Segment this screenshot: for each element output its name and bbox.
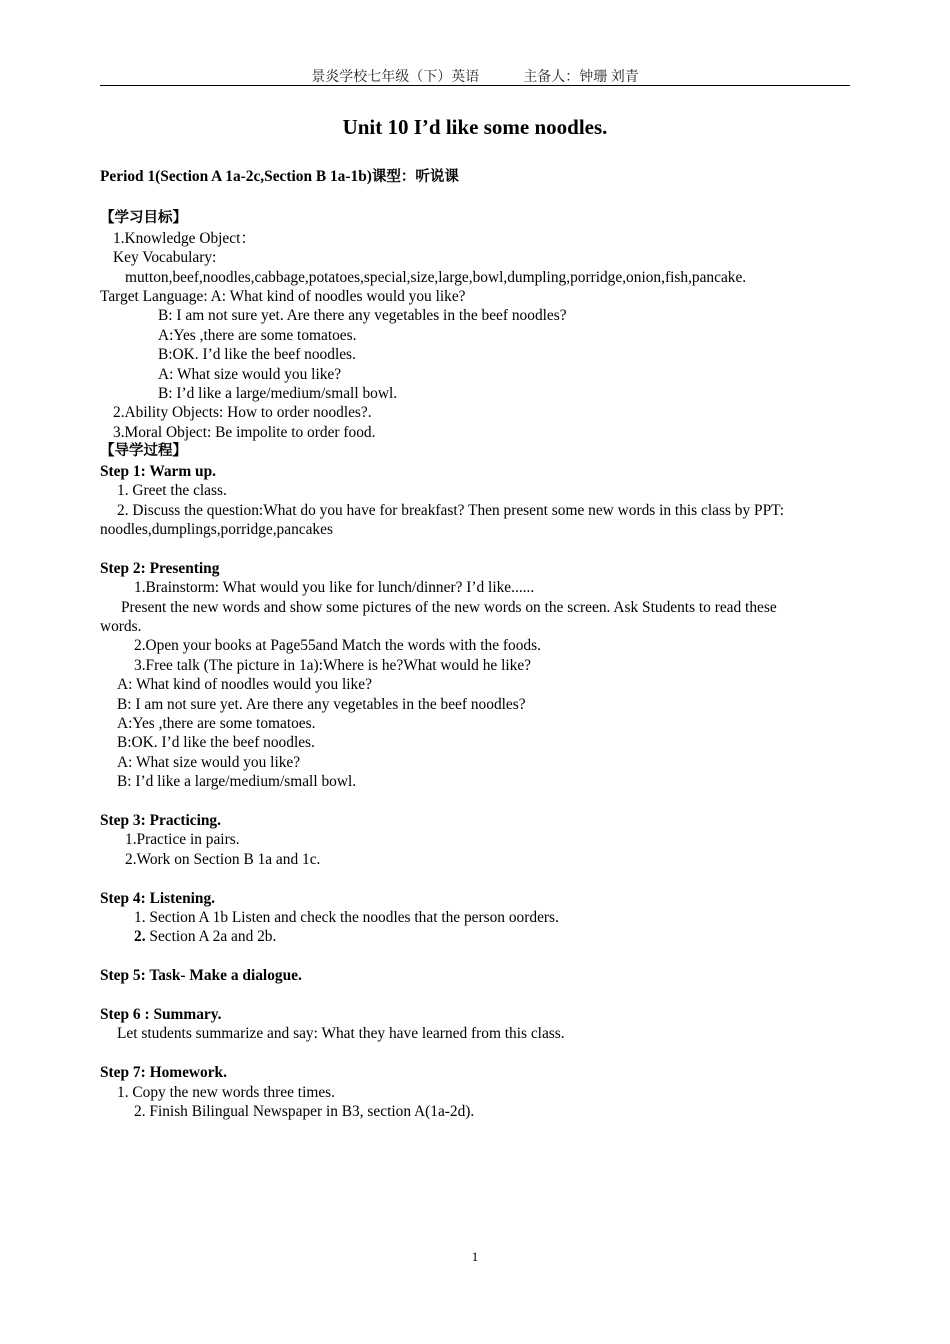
step3-item: 1.Practice in pairs. — [125, 831, 240, 849]
step5-title: Step 5: Task- Make a dialogue. — [100, 967, 302, 985]
target-language: Target Language: A: What kind of noodles would you like? — [100, 288, 466, 306]
moral-object: 3.Moral Object: Be impolite to order food. — [113, 423, 376, 441]
step2-item: 3.Free talk (The picture in 1a):Where is he?What would he like? — [134, 656, 532, 674]
page-number: 1 — [471, 1249, 479, 1264]
step3-title: Step 3: Practicing. — [100, 811, 221, 829]
page-header — [100, 66, 850, 86]
step1-item: 2. Discuss the question:What do you have for breakfast? Then present some new words in this class by PPT: — [117, 501, 785, 519]
header-school: 景炎学校七年级（下）英语 — [311, 70, 480, 85]
target-line: B:OK. I’d like the beef noodles. — [158, 346, 356, 364]
dialogue-line: B: I’d like a large/medium/small bowl. — [117, 773, 357, 791]
target-line: A: What size would you like? — [158, 365, 342, 383]
dialogue-line: A:Yes ,there are some tomatoes. — [117, 714, 316, 732]
period-type: 课型：听说课 — [371, 169, 459, 185]
step2-present: Present the new words and show some pictures of the new words on the screen. Ask Students to read these — [121, 598, 777, 616]
lesson-content — [100, 167, 850, 1121]
step6-item: Let students summarize and say: What they have learned from this class. — [117, 1025, 565, 1043]
step1-item: 1. Greet the class. — [117, 482, 227, 500]
dialogue-line: A: What kind of noodles would you like? — [117, 676, 372, 694]
dialogue-line: B: I am not sure yet. Are there any vegetables in the beef noodles? — [117, 695, 526, 713]
step4-item: 1. Section A 1b Listen and check the noodles that the person oorders. — [134, 908, 559, 926]
objectives-heading: 【学习目标】 — [100, 210, 187, 227]
step4-item — [100, 927, 850, 946]
period-label: Period 1(Section A 1a-2c,Section B 1a-1b) — [100, 168, 372, 185]
step2-item: 1.Brainstorm: What would you like for lunch/dinner? I’d like...... — [134, 579, 535, 597]
knowledge-object: 1.Knowledge Object： — [113, 229, 256, 247]
period-line — [100, 167, 850, 187]
step4-item-text: Section A 2a and 2b. — [145, 928, 277, 946]
step4-item-number: 2. — [134, 928, 146, 946]
dialogue-line: B:OK. I’d like the beef noodles. — [117, 734, 315, 752]
step1-item-cont: noodles,dumplings,porridge,pancakes — [100, 520, 333, 538]
step2-item: 2.Open your books at Page55and Match the words with the foods. — [134, 637, 541, 655]
key-vocabulary: mutton,beef,noodles,cabbage,potatoes,special,size,large,bowl,dumpling,porridge,onion,fish,pancake. — [125, 268, 747, 286]
header-preparers: 主备人：钟珊 刘青 — [523, 70, 639, 85]
ability-object: 2.Ability Objects: How to order noodles?. — [113, 404, 372, 422]
step4-title: Step 4: Listening. — [100, 889, 216, 907]
step7-item: 1. Copy the new words three times. — [117, 1083, 335, 1101]
step7-item: 2. Finish Bilingual Newspaper in B3, section A(1a-2d). — [134, 1103, 475, 1120]
key-vocabulary-label: Key Vocabulary: — [113, 249, 217, 267]
step1-title: Step 1: Warm up. — [100, 462, 217, 480]
step2-title: Step 2: Presenting — [100, 559, 220, 577]
target-line: B: I am not sure yet. Are there any vegetables in the beef noodles? — [158, 307, 567, 325]
unit-title: Unit 10 I’d like some noodles. — [342, 115, 608, 139]
target-line: A:Yes ,there are some tomatoes. — [158, 326, 357, 344]
step7-title: Step 7: Homework. — [100, 1064, 227, 1082]
dialogue-line: A: What size would you like? — [117, 753, 301, 771]
target-line: B: I’d like a large/medium/small bowl. — [158, 385, 398, 403]
step3-item: 2.Work on Section B 1a and 1c. — [125, 850, 321, 868]
header-rule — [100, 85, 850, 86]
step6-title: Step 6 : Summary. — [100, 1005, 222, 1023]
process-heading: 【导学过程】 — [100, 443, 187, 460]
step2-present-cont: words. — [100, 617, 142, 635]
